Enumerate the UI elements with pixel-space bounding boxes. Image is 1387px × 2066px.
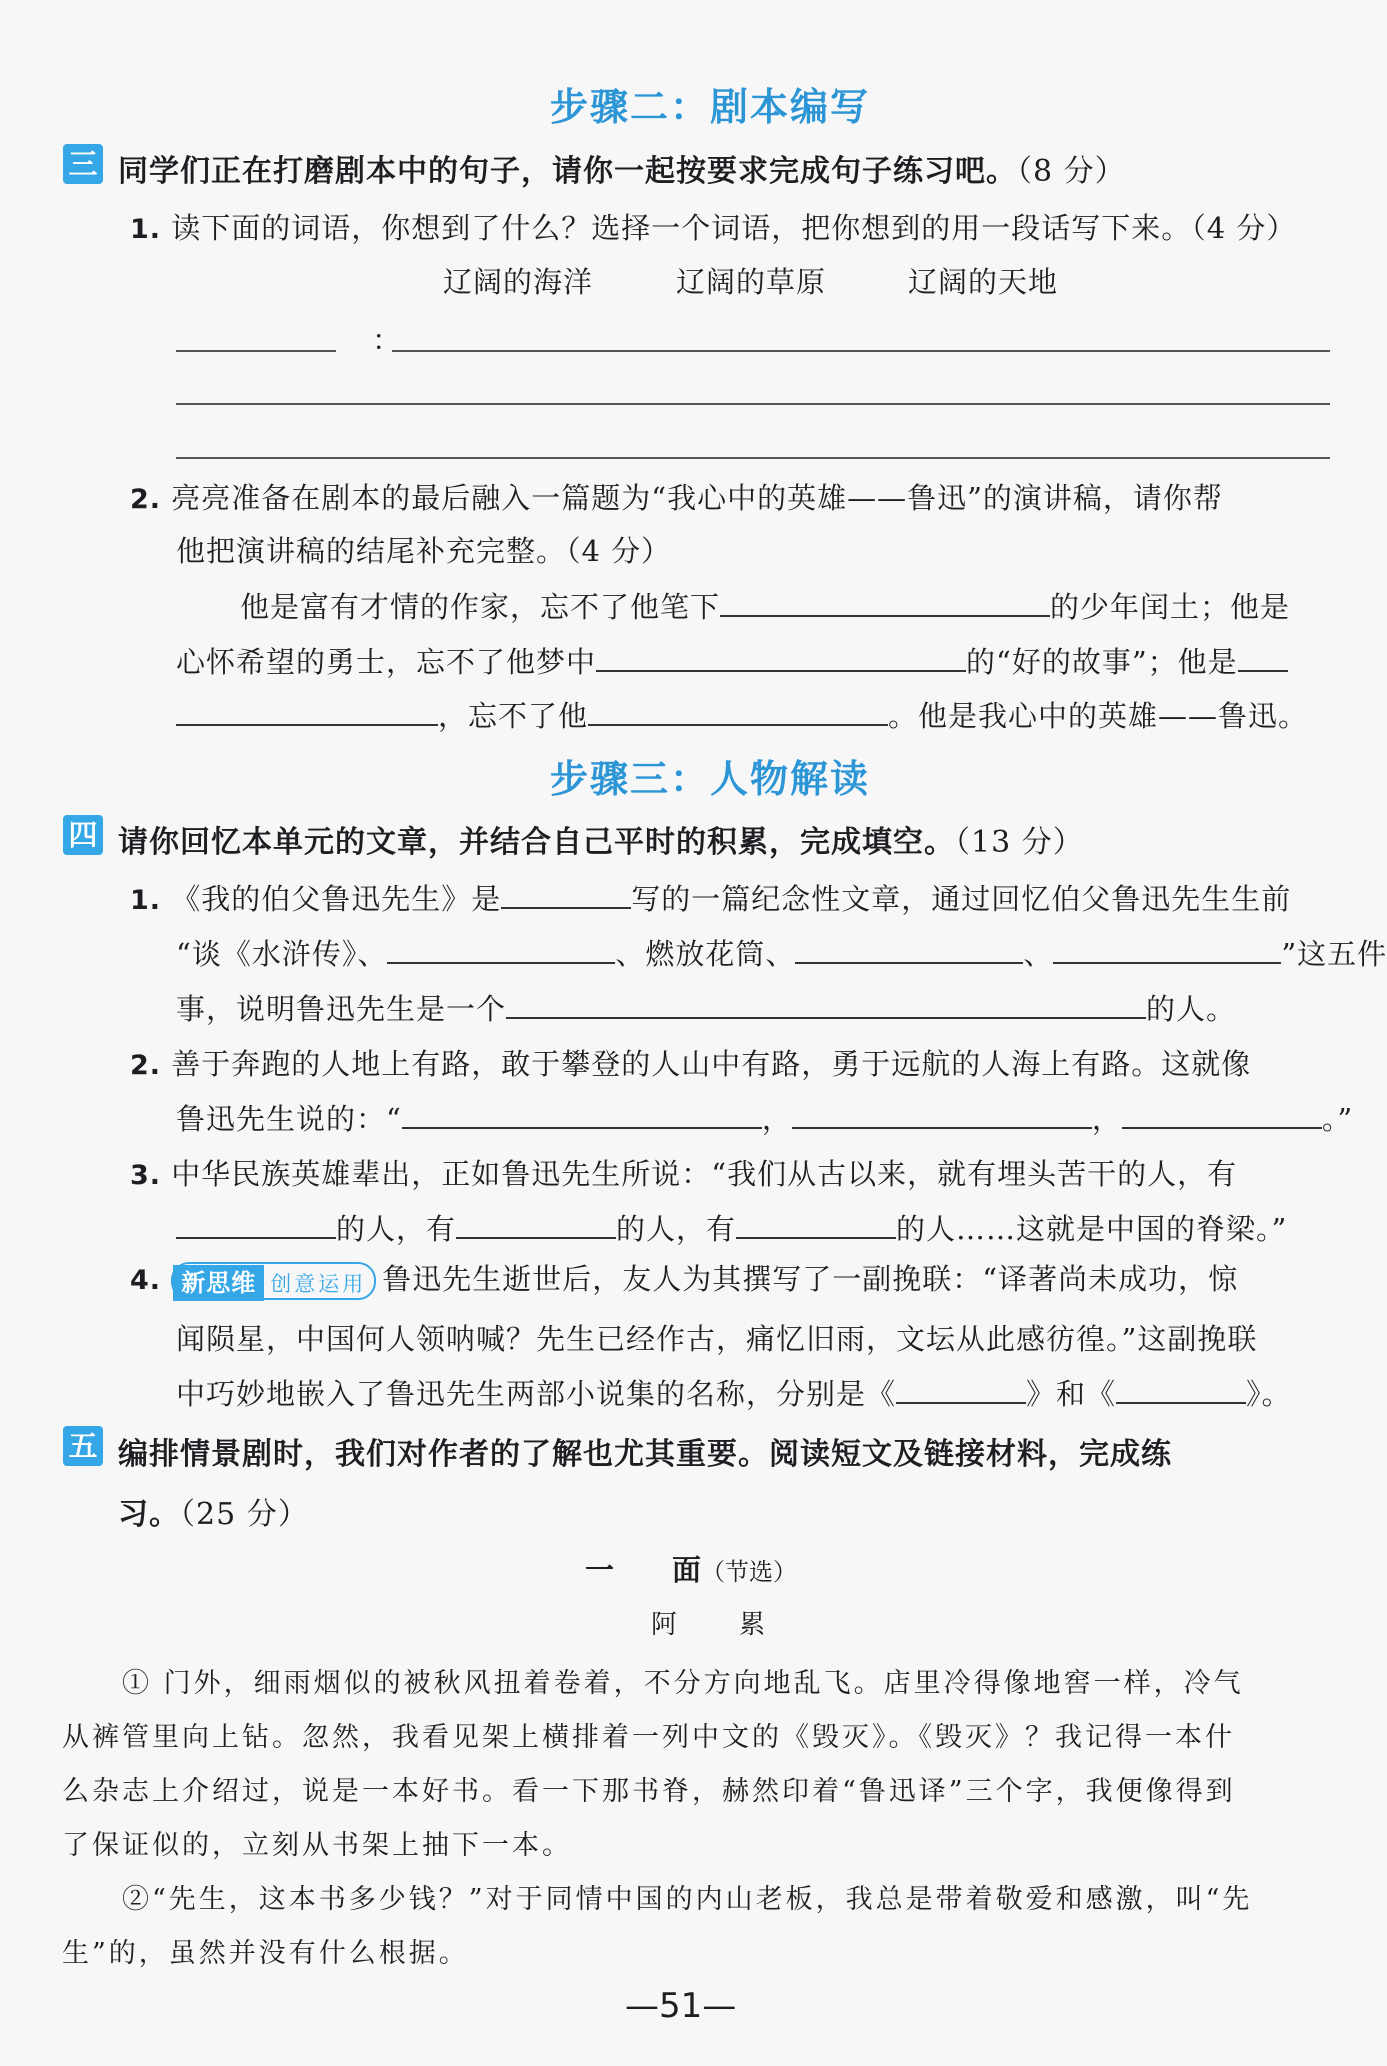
fill-blank[interactable] (1238, 643, 1288, 672)
s4-q3-line2 (176, 1207, 1287, 1248)
text: 《我的伯父鲁迅先生》是 (171, 882, 502, 916)
fill-blank[interactable] (1122, 1100, 1322, 1129)
section-five-title-line2 (118, 1489, 309, 1533)
s4-q2-line2 (176, 1097, 1353, 1138)
section-four-title (118, 817, 1084, 861)
word-option-3: 辽阔的天地 (908, 265, 1059, 299)
fill-blank[interactable] (506, 990, 1146, 1019)
fill-blank[interactable] (1053, 935, 1281, 964)
s3-q2-fill-line1 (240, 585, 1290, 626)
s3-q2-fill-line2 (176, 640, 1288, 681)
fill-blank[interactable] (896, 1375, 1026, 1404)
step-three-heading: 步骤三：人物解读 (550, 757, 871, 801)
text: 鲁迅先生逝世后，友人为其撰写了一副挽联：“译著尚未成功，惊 (382, 1262, 1239, 1296)
fill-blank[interactable] (402, 1100, 762, 1129)
section-three-title (118, 146, 1126, 190)
text: ， (761, 1102, 792, 1136)
text: 事，说明鲁迅先生是一个 (176, 992, 507, 1026)
section-four-text: 请你回忆本单元的文章，并结合自己平时的积累，完成填空。 (118, 825, 955, 860)
new-thinking-tag (171, 1262, 376, 1300)
word-option-1: 辽阔的海洋 (443, 265, 594, 299)
text: 、 (1023, 937, 1054, 971)
text: 的人……这就是中国的脊梁。” (896, 1212, 1288, 1246)
s4-q4-line3 (176, 1372, 1292, 1413)
article-title (585, 1548, 797, 1589)
text: 。” (1321, 1102, 1354, 1136)
question-number: 4. (130, 1265, 162, 1296)
text: 的少年闰土；他是 (1050, 590, 1291, 624)
answer-line-1[interactable] (392, 350, 1330, 352)
fill-blank[interactable] (1116, 1375, 1246, 1404)
text: “谈《水浒传》、 (176, 937, 388, 971)
paragraph-1-line2: 从裤管里向上钻。忽然，我看见架上横排着一列中文的《毁灭》。《毁灭》？我记得一本什 (62, 1722, 1235, 1753)
fill-blank[interactable] (387, 935, 615, 964)
s4-q3-line1 (130, 1152, 1237, 1193)
section-three-badge: 三 (63, 144, 103, 184)
title-sub: （节选） (701, 1558, 798, 1586)
word-option-2: 辽阔的草原 (676, 265, 827, 299)
question-number: 2. (130, 484, 162, 515)
text: 中巧妙地嵌入了鲁迅先生两部小说集的名称，分别是《 (176, 1377, 897, 1411)
fill-blank[interactable] (176, 1210, 336, 1239)
text: 他是富有才情的作家，忘不了他笔下 (240, 590, 721, 624)
section-five-badge: 五 (63, 1426, 103, 1466)
paragraph-2-line1: ②“先生，这本书多少钱？”对于同情中国的内山老板，我总是带着敬爱和感激，叫“先 (122, 1884, 1253, 1915)
article-author: 阿 累 (651, 1610, 784, 1640)
answer-line-2[interactable] (176, 403, 1330, 405)
text: ，忘不了他 (438, 699, 589, 733)
fill-blank[interactable] (792, 1100, 1092, 1129)
title-text: 一 面 (585, 1553, 702, 1587)
question-number: 1. (130, 885, 162, 916)
text: 鲁迅先生说的：“ (176, 1102, 402, 1136)
paragraph-1-line4: 了保证似的，立刻从书架上抽下一本。 (62, 1830, 572, 1861)
s4-q4-line2: 闻陨星，中国何人领呐喊？先生已经作古，痛忆旧雨，文坛从此感彷徨。”这副挽联 (176, 1322, 1258, 1356)
answer-line-3[interactable] (176, 457, 1330, 459)
section-four-badge: 四 (63, 815, 103, 855)
section-three-text: 同学们正在打磨剧本中的句子，请你一起按要求完成句子练习吧。 (118, 154, 1017, 189)
text: ”这五件 (1281, 937, 1387, 971)
s3-q2-line1 (130, 476, 1223, 517)
text: 心怀希望的勇士，忘不了他梦中 (176, 645, 597, 679)
text: 的人。 (1146, 992, 1237, 1026)
section-five-title-line1: 编排情景剧时，我们对作者的了解也尤其重要。阅读短文及链接材料，完成练 (118, 1437, 1172, 1472)
text: 。他是我心中的英雄——鲁迅。 (888, 699, 1309, 733)
page-number: —51— (625, 1986, 737, 2026)
fill-blank[interactable] (176, 697, 438, 726)
text: 的人，有 (336, 1212, 457, 1246)
s3-q2-fill-line3 (176, 694, 1308, 735)
section-five-points: （25 分） (180, 1497, 309, 1532)
text: 的人，有 (616, 1212, 737, 1246)
tag-sub: 创意运用 (270, 1272, 367, 1296)
text: 中华民族英雄辈出，正如鲁迅先生所说：“我们从古以来，就有埋头苦干的人，有 (171, 1157, 1238, 1191)
fill-blank[interactable] (588, 697, 888, 726)
s4-q2-line1 (130, 1042, 1251, 1083)
question-text: 读下面的词语，你想到了什么？选择一个词语，把你想到的用一段话写下来。（4 分） (171, 211, 1297, 245)
paragraph-1-line1: ① 门外，细雨烟似的被秋风扭着卷着，不分方向地乱飞。店里冷得像地窖一样，冷气 (122, 1668, 1244, 1699)
fill-blank[interactable] (795, 935, 1023, 964)
text: 》和《 (1026, 1377, 1117, 1411)
text: 善于奔跑的人地上有路，敢于攀登的人山中有路，勇于远航的人海上有路。这就像 (171, 1047, 1252, 1081)
section-four-points: （13 分） (955, 825, 1084, 860)
paragraph-1-line3: 么杂志上介绍过，说是一本好书。看一下那书脊，赫然印着“鲁迅译”三个字，我便像得到 (62, 1776, 1236, 1807)
s3-q1-prompt (130, 206, 1296, 247)
step-two-heading: 步骤二：剧本编写 (550, 85, 871, 129)
paragraph-2-line2: 生”的，虽然并没有什么根据。 (62, 1938, 469, 1969)
s4-q1-line3 (176, 987, 1236, 1028)
question-number: 3. (130, 1160, 162, 1191)
text: ， (1091, 1102, 1122, 1136)
fill-blank[interactable] (720, 588, 1050, 617)
tag-main: 新思维 (173, 1265, 264, 1301)
text: 、燃放花筒、 (615, 937, 796, 971)
s4-q4-line1 (130, 1257, 1238, 1300)
s4-q1-line2 (176, 932, 1387, 973)
question-text: 亮亮准备在剧本的最后融入一篇题为“我心中的英雄——鲁迅”的演讲稿，请你帮 (171, 481, 1223, 515)
fill-blank[interactable] (736, 1210, 896, 1239)
s4-q1-line1 (130, 877, 1291, 918)
question-number: 1. (130, 214, 162, 245)
text: 》。 (1246, 1377, 1292, 1411)
fill-blank[interactable] (501, 880, 631, 909)
text: 习。 (118, 1497, 180, 1532)
fill-blank[interactable] (456, 1210, 616, 1239)
s3-q2-line2: 他把演讲稿的结尾补充完整。（4 分） (176, 534, 672, 568)
question-number: 2. (130, 1050, 162, 1081)
text: 写的一篇纪念性文章，通过回忆伯父鲁迅先生生前 (631, 882, 1292, 916)
answer-blank-word[interactable] (176, 350, 336, 352)
fill-blank[interactable] (596, 643, 966, 672)
section-three-points: （8 分） (1017, 154, 1126, 189)
colon: ： (372, 323, 403, 357)
text: 的“好的故事”；他是 (966, 645, 1238, 679)
